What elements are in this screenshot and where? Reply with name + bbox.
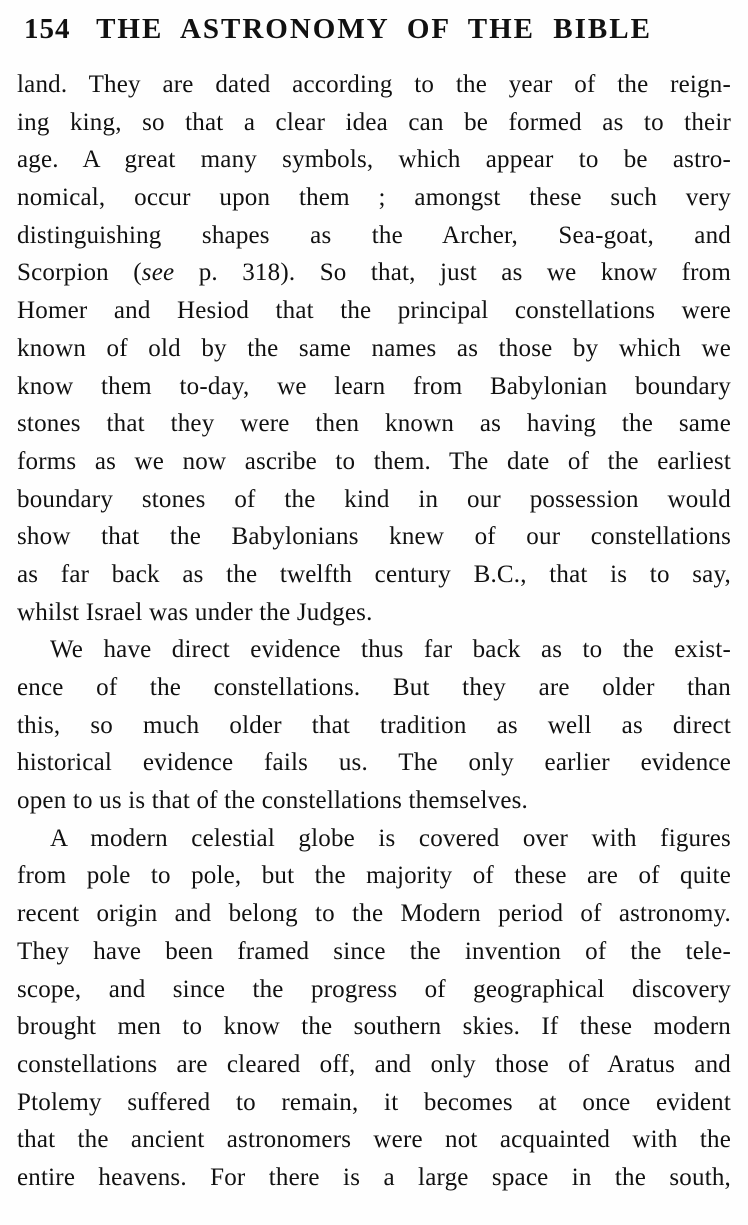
text-line: forms as we now ascribe to them. The date of the earliest	[17, 447, 731, 475]
text-line: Ptolemy suffered to remain, it becomes at once evident	[17, 1088, 731, 1116]
text-line: constellations are cleared off, and only those of Aratus and	[17, 1050, 731, 1078]
text-line: Homer and Hesiod that the principal constellations were	[17, 297, 731, 325]
text-line: scope, and since the progress of geographical discovery	[17, 975, 731, 1003]
body-text	[17, 66, 731, 1197]
text-line: boundary stones of the kind in our possession would	[17, 485, 731, 513]
text-segment-italic: see	[141, 259, 175, 287]
text-line: stones that they were then known as having the same	[17, 410, 731, 438]
text-line: brought men to know the southern skies. If these modern	[17, 1013, 731, 1041]
text-line: show that the Babylonians knew of our constellations	[17, 523, 731, 551]
text-line	[17, 254, 731, 292]
page-header	[0, 0, 748, 49]
text-line: this, so much older that tradition as well as direct	[17, 711, 731, 739]
text-line-paragraph-end: whilst Israel was under the Judges.	[17, 598, 373, 626]
text-segment: Scorpion (	[17, 259, 142, 287]
text-segment: p. 318). So that, just as we know from	[174, 259, 731, 287]
text-line: nomical, occur upon them ; amongst these such very	[17, 184, 731, 212]
text-line-paragraph-start: A modern celestial globe is covered over with figures	[50, 824, 731, 852]
text-line: ence of the constellations. But they are older than	[17, 674, 731, 701]
text-line: as far back as the twelfth century B.C., that is to say,	[17, 560, 731, 588]
text-line: They have been framed since the invention of the tele-	[17, 937, 731, 965]
text-line: ing king, so that a clear idea can be formed as to their	[17, 108, 731, 136]
text-line-paragraph-end: open to us is that of the constellations themselves.	[17, 787, 529, 815]
text-line: age. A great many symbols, which appear to be astro-	[17, 146, 731, 174]
running-title: THE ASTRONOMY OF THE BIBLE	[96, 13, 652, 45]
text-line: from pole to pole, but the majority of these are of quite	[17, 862, 731, 890]
text-line: land. They are dated according to the year of the reign-	[17, 71, 731, 98]
text-line: that the ancient astronomers were not acquainted with the	[17, 1126, 731, 1154]
text-line-paragraph-start: We have direct evidence thus far back as to the exist-	[50, 636, 731, 664]
text-line: recent origin and belong to the Modern period of astronomy.	[17, 900, 731, 928]
text-line: entire heavens. For there is a large space in the south,	[17, 1163, 731, 1191]
page-number: 154	[24, 13, 71, 45]
text-line: known of old by the same names as those by which we	[17, 334, 731, 362]
text-line: distinguishing shapes as the Archer, Sea-goat, and	[17, 221, 731, 249]
text-line: historical evidence fails us. The only earlier evidence	[17, 749, 731, 777]
text-line: know them to-day, we learn from Babylonian boundary	[17, 372, 731, 400]
